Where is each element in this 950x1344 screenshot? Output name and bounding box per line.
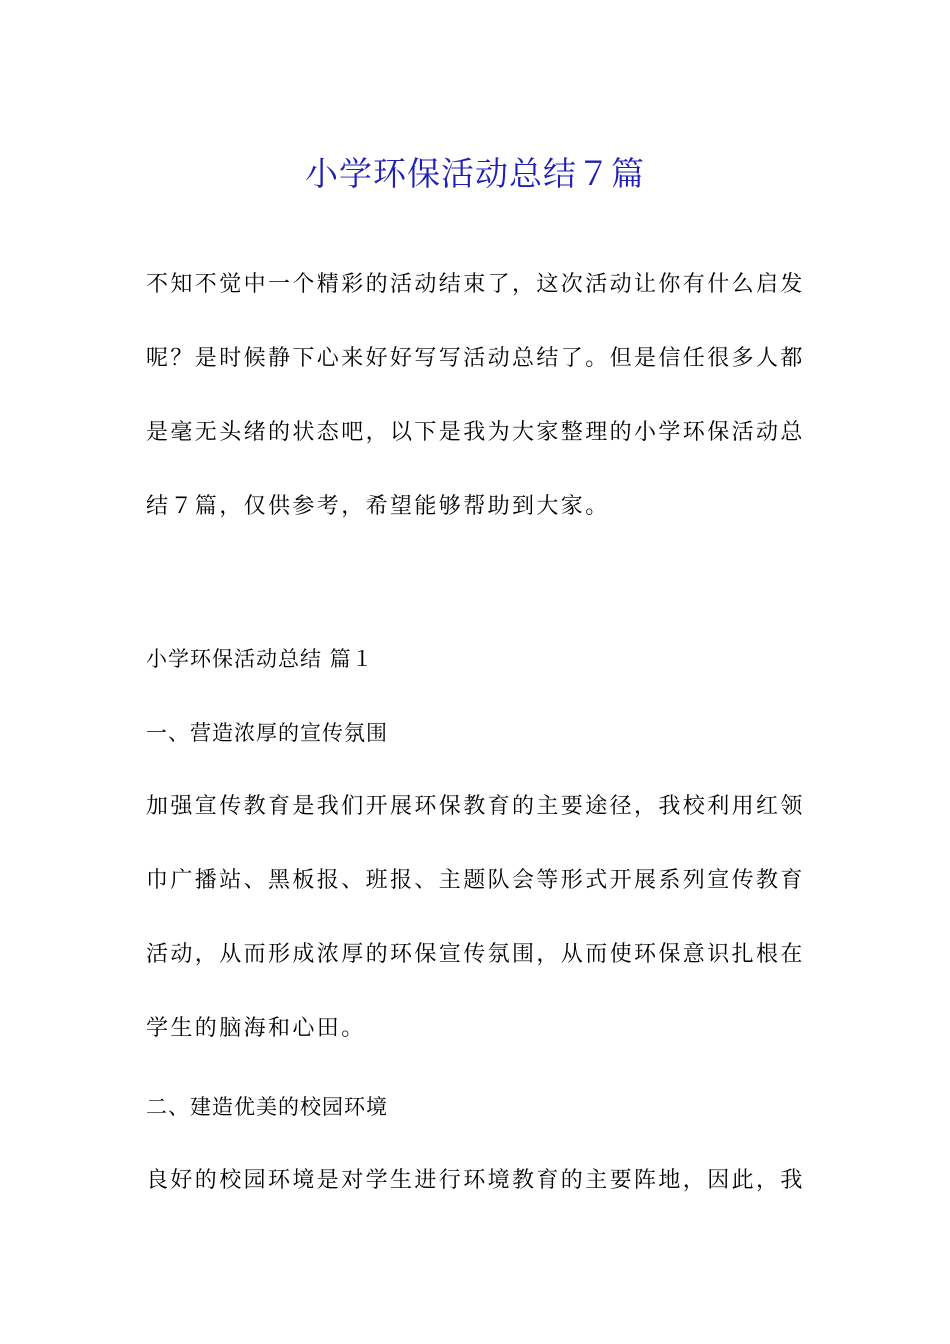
section-title: 小学环保活动总结 篇１ — [146, 647, 374, 671]
paragraph-line: 学生的脑海和心田。 — [146, 1016, 366, 1041]
subheading-2: 二、建造优美的校园环境 — [146, 1095, 388, 1119]
intro-line: 是毫无头绪的状态吧，以下是我为大家整理的小学环保活动总 — [146, 420, 805, 445]
intro-line: 结７篇，仅供参考，希望能够帮助到大家。 — [146, 494, 610, 519]
paragraph-line: 活动，从而形成浓厚的环保宣传氛围，从而使环保意识扎根在 — [146, 942, 805, 967]
paragraph-line: 巾广播站、黑板报、班报、主题队会等形式开展系列宣传教育 — [146, 868, 805, 893]
paragraph-line: 良好的校园环境是对学生进行环境教育的主要阵地，因此，我 — [146, 1168, 805, 1193]
intro-line: 呢？是时候静下心来好好写写活动总结了。但是信任很多人都 — [146, 346, 805, 371]
paragraph-line: 加强宣传教育是我们开展环保教育的主要途径，我校利用红领 — [146, 794, 805, 819]
paragraph-2 — [146, 1144, 806, 1218]
intro-line: 不知不觉中一个精彩的活动结束了，这次活动让你有什么启发 — [146, 272, 805, 297]
intro-paragraph — [146, 248, 806, 544]
document-title: 小学环保活动总结７篇 — [305, 154, 645, 194]
paragraph-1 — [146, 770, 806, 1066]
subheading-1: 一、营造浓厚的宣传氛围 — [146, 721, 388, 745]
